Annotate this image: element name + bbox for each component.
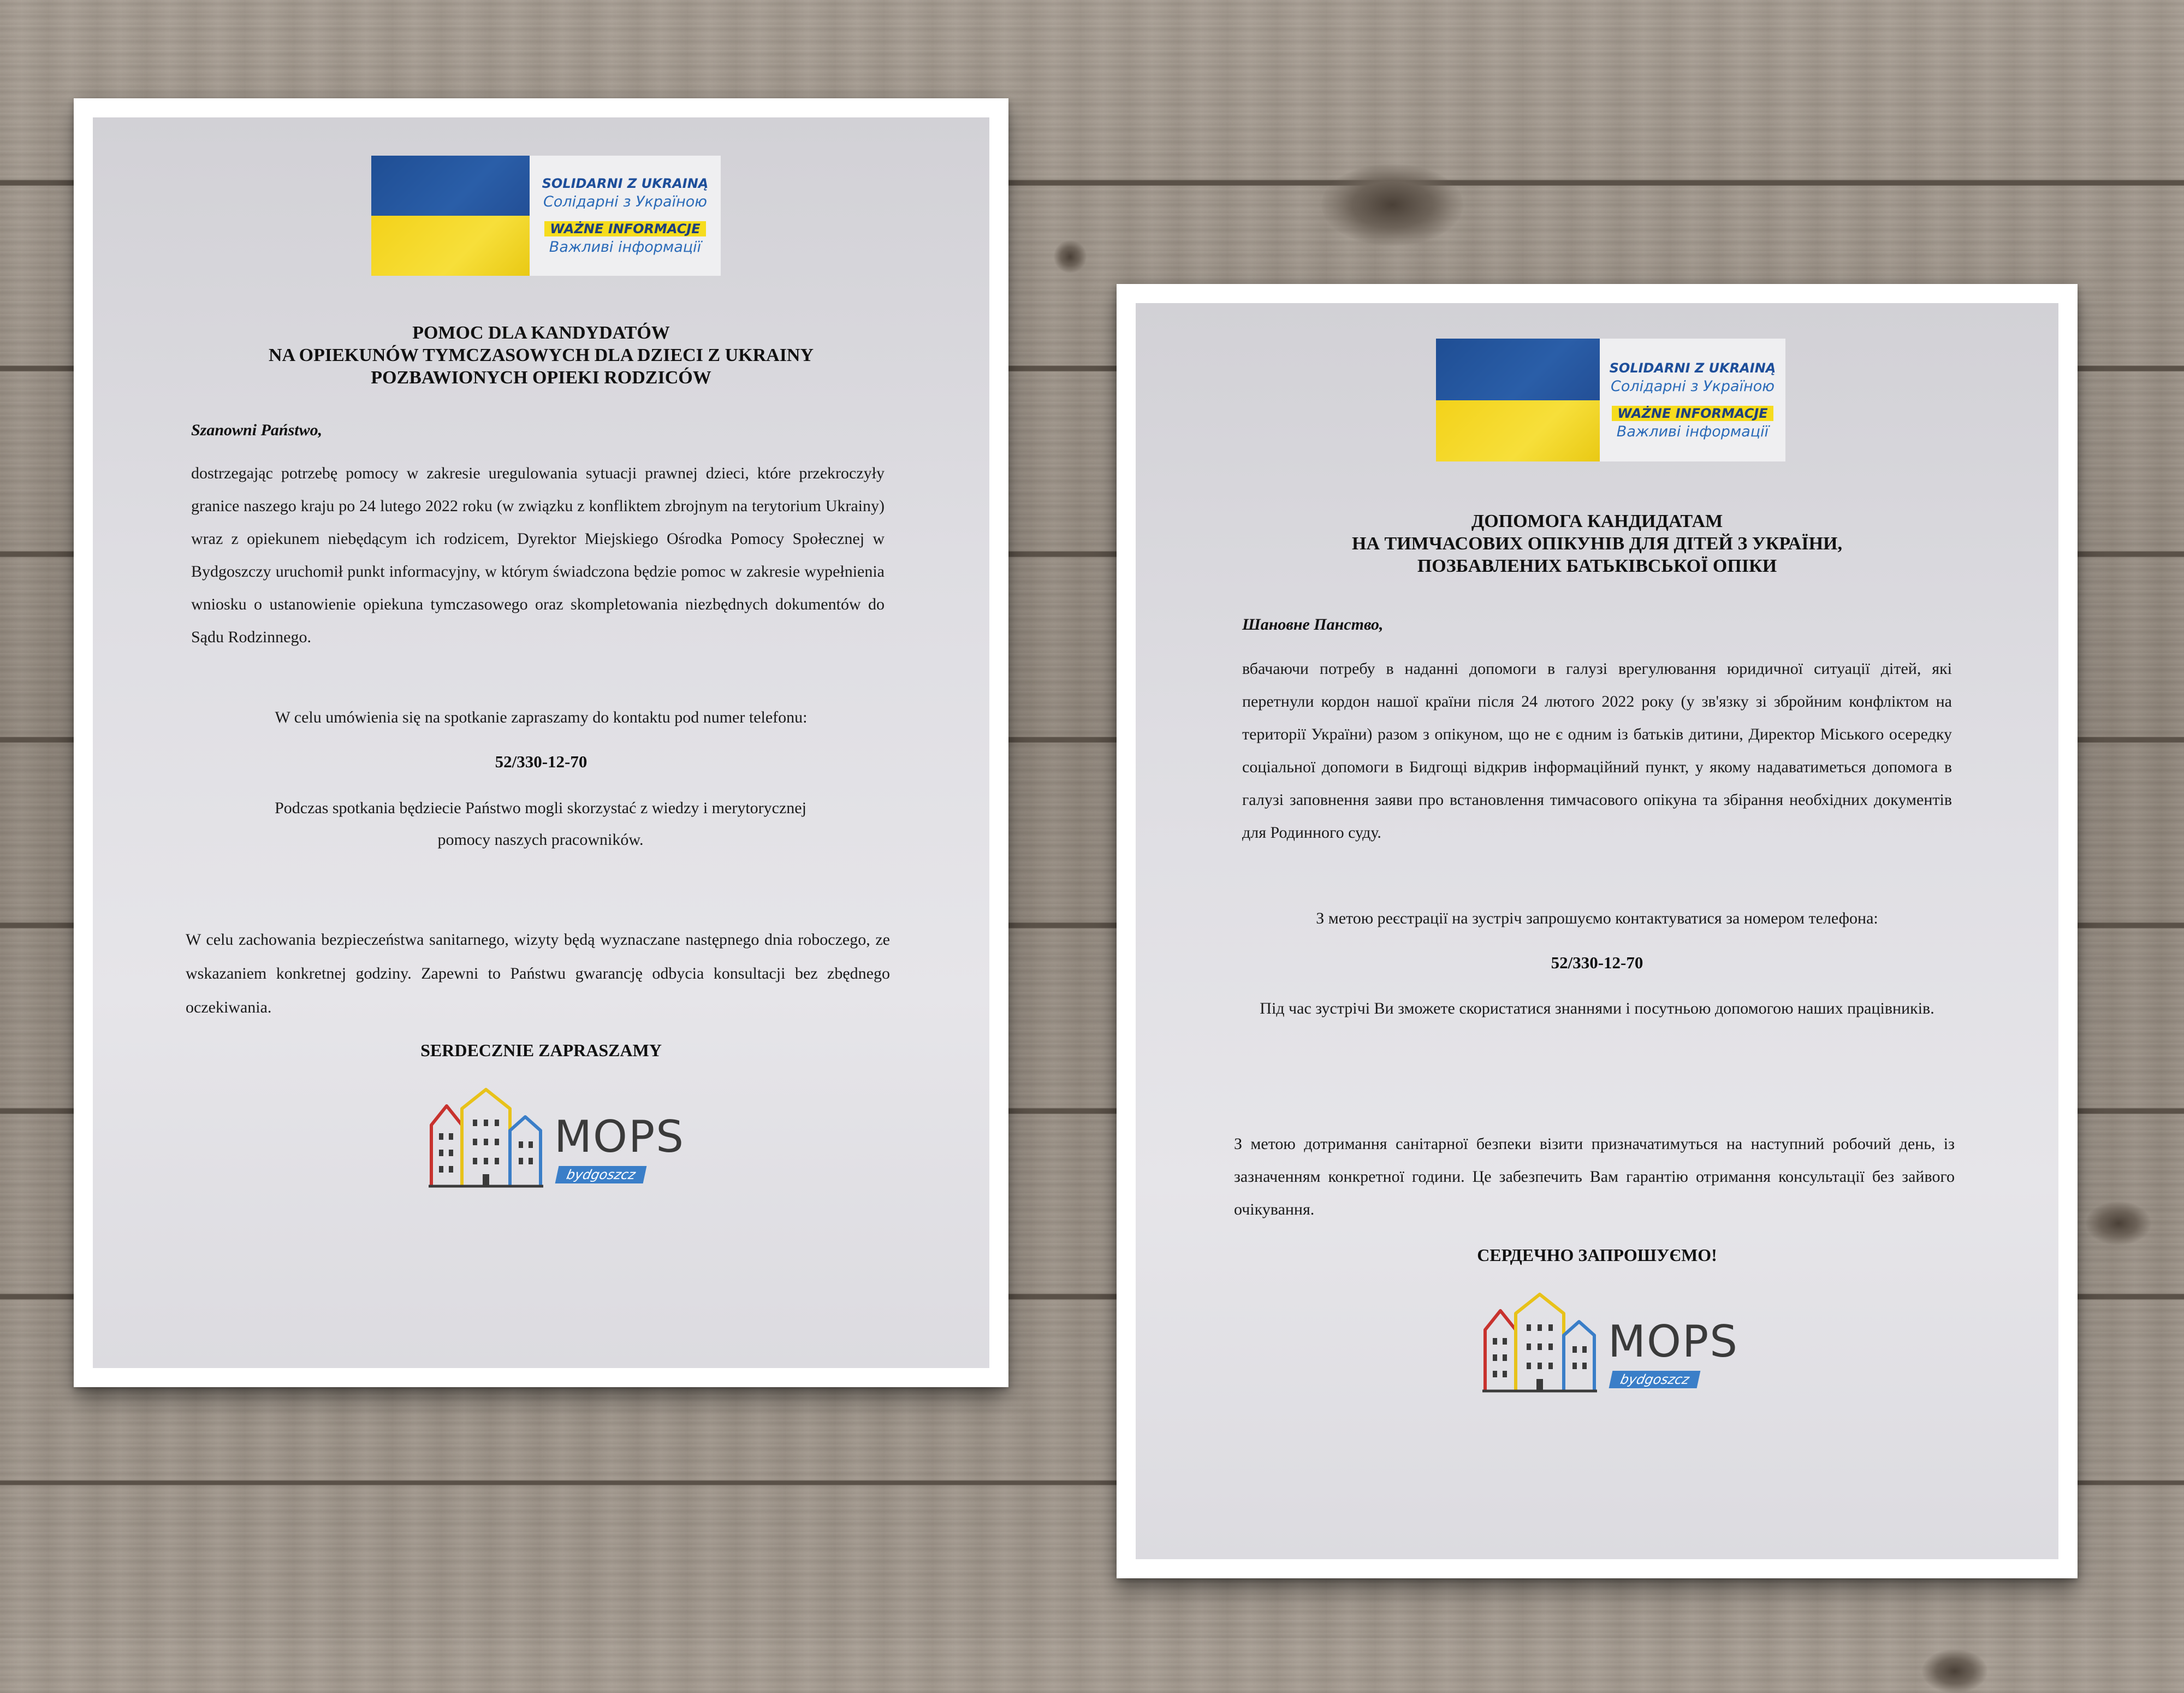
banner-line-ua: Солідарні з Україною: [1610, 377, 1775, 395]
banner-line-ua: Солідарні з Україною: [543, 193, 707, 210]
solidarity-banner: [371, 156, 721, 276]
title-line: ДОПОМОГА КАНДИДАТАМ: [1471, 511, 1723, 531]
banner-highlight-ua: Важливі інформації: [549, 239, 702, 256]
phone-number: 52/330-12-70: [1551, 953, 1643, 972]
notice-title: [147, 322, 935, 389]
wood-knot: [1922, 1649, 1987, 1693]
closing-invitation: SERDECZNIE ZAPRASZAMY: [420, 1040, 662, 1060]
title-line: NA OPIEKUNÓW TYMCZASOWYCH DLA DZIECI Z UKRAINY: [268, 345, 814, 365]
houses-logo-icon: [426, 1087, 546, 1196]
houses-logo-icon: [1480, 1292, 1600, 1401]
meeting-text: Під час зустрічі Ви зможете скористатися знаннями і посутньою допомогою наших працівників.: [1260, 999, 1934, 1017]
title-line: ПОЗБАВЛЕНИХ БАТЬКІВСЬКОЇ ОПІКИ: [1417, 555, 1777, 576]
phone-number: 52/330-12-70: [495, 752, 587, 771]
polish-notice-sheet: [93, 117, 989, 1368]
title-line: POMOC DLA KANDYDATÓW: [412, 323, 670, 343]
banner-text: [530, 156, 721, 276]
banner-highlight-pl: WAŻNE INFORMACJE: [544, 221, 705, 236]
wood-knot: [1054, 240, 1087, 273]
city-label: bydgoszcz: [555, 1166, 647, 1183]
banner-line-pl: SOLIDARNI Z UKRAINĄ: [1609, 360, 1776, 376]
mops-logo: [426, 1087, 685, 1196]
ukraine-flag: [1436, 339, 1600, 461]
banner-line-pl: SOLIDARNI Z UKRAINĄ: [542, 176, 709, 191]
meeting-text: Podczas spotkania będziecie Państwo mogli skorzystać z wiedzy i merytorycznej pomocy naszych pracowników.: [275, 799, 806, 849]
ukrainian-notice-sheet: [1136, 303, 2058, 1559]
banner-highlight-ua: Важливі інформації: [1616, 423, 1769, 440]
title-line: POZBAWIONYCH OPIEKI RODZICÓW: [371, 367, 711, 388]
safety-paragraph: W celu zachowania bezpieczeństwa sanitarnego, wizyty będą wyznaczane następnego dnia roboczego, ze wskazaniem konkretnej godziny. Zapewni to Państwu gwarancję odbycia konsultacji bez zbędnego oczekiwania.: [186, 931, 890, 1016]
intro-paragraph: вбачаючи потребу в наданні допомоги в галузі врегулювання юридичної ситуації дітей, які перетнули кордон нашої країни після 24 лютого 2022 року (у зв'язку зі збройним конфліктом на території України) разом з опікуном, що не є одним із батьків дитини, Директор Міського осередку соціальної допомоги в Бидгощі відкрив інформаційний пункт, у якому надаватиметься допомога в галузі заповнення заяви про встановлення тимчасового опікуна та збірання необхідних документів для Родинного суду.: [1242, 660, 1952, 842]
wood-knot: [1321, 164, 1463, 246]
closing-invitation: СЕРДЕЧНО ЗАПРОШУЄМО!: [1477, 1245, 1717, 1265]
wood-knot: [2086, 1201, 2151, 1245]
mops-logo: [1480, 1292, 1739, 1401]
contact-intro: W celu umówienia się na spotkanie zapraszamy do kontaktu pod numer telefonu:: [275, 708, 808, 726]
notice-title: [1190, 511, 2004, 577]
greeting: Szanowni Państwo,: [191, 421, 323, 439]
safety-paragraph: З метою дотримання санітарної безпеки візити призначатимуться на наступний робочий день, із зазначенням конкретної години. Це забезпечить Вам гарантію отримання консультації без зайвого очікування.: [1234, 1135, 1955, 1218]
polish-notice-photo: [74, 98, 1008, 1387]
ukraine-flag: [371, 156, 530, 276]
contact-intro: З метою реєстрації на зустріч запрошуємо контактуватися за номером телефона:: [1316, 909, 1878, 927]
greeting: Шановне Панство,: [1242, 615, 1384, 634]
banner-text: [1600, 339, 1785, 461]
intro-paragraph: dostrzegając potrzebę pomocy w zakresie uregulowania sytuacji prawnej dzieci, które przekroczyły granice naszego kraju po 24 lutego 2022 roku (w związku z konfliktem zbrojnym na terytorium Ukrainy) wraz z opiekunem niebędącym ich rodzicem, Dyrektor Miejskiego Ośrodka Pomocy Społecznej w Bydgoszczy uruchomił punkt informacyjny, w którym świadczona będzie pomoc w zakresie wypełnienia wniosku o ustanowienie opiekuna tymczasowego oraz skompletowania niezbędnych dokumentów do Sądu Rodzinnego.: [191, 464, 885, 646]
city-label: bydgoszcz: [1609, 1371, 1701, 1388]
ukrainian-notice-photo: [1117, 284, 2078, 1578]
solidarity-banner: [1436, 339, 1785, 461]
title-line: НА ТИМЧАСОВИХ ОПІКУНІВ ДЛЯ ДІТЕЙ З УКРАЇНИ,: [1352, 533, 1842, 554]
mops-wordmark: MOPS: [1608, 1316, 1739, 1367]
mops-wordmark: MOPS: [554, 1111, 685, 1162]
banner-highlight-pl: WAŻNE INFORMACJE: [1612, 406, 1773, 421]
